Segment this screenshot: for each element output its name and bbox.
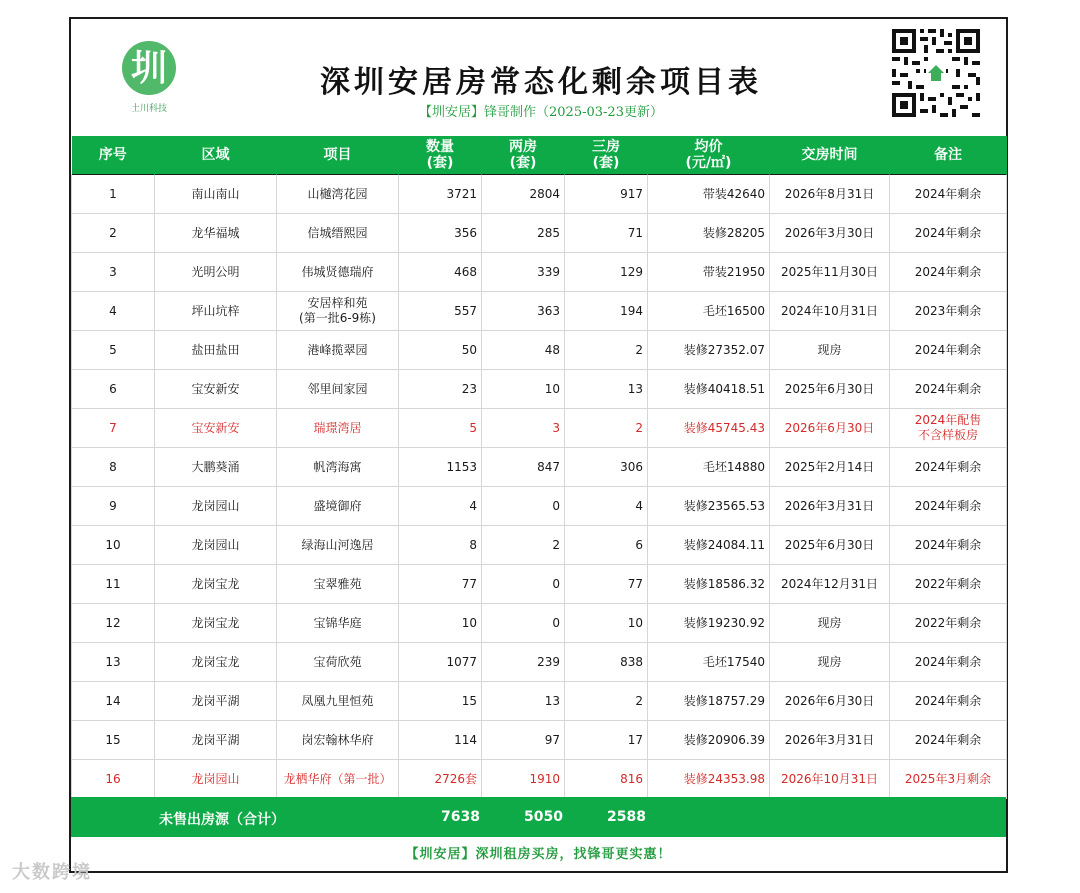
cell-delivery: 2026年8月31日 [770,175,890,214]
table-row [72,565,1007,604]
table-row [72,448,1007,487]
table-row [72,760,1007,799]
table-row [72,721,1007,760]
logo-mark: 圳 [122,41,176,95]
cell-three-room: 129 [565,253,648,292]
cell-qty: 114 [399,721,482,760]
cell-qty: 3721 [399,175,482,214]
cell-delivery: 2025年2月14日 [770,448,890,487]
cell-note: 2024年剩余 [890,682,1007,721]
cell-two-room: 239 [482,643,565,682]
logo-text: 土川科技 [130,104,167,114]
cell-delivery: 2025年11月30日 [770,253,890,292]
cell-project: 安居梓和苑 (第一批6-9栋) [277,292,399,331]
cell-price: 毛坯16500 [648,292,770,331]
cell-qty: 50 [399,331,482,370]
column-header-project: 项目 [277,136,399,175]
cell-delivery: 2026年10月31日 [770,760,890,799]
cell-area: 龙岗园山 [155,526,277,565]
cell-area: 龙岗平湖 [155,721,277,760]
cell-no: 1 [72,175,155,214]
cell-project: 瑞璟湾居 [277,409,399,448]
cell-price: 装修18757.29 [648,682,770,721]
cell-price: 装修45745.43 [648,409,770,448]
cell-project: 凤凰九里恒苑 [277,682,399,721]
cell-two-room: 2804 [482,175,565,214]
cell-project: 港峰揽翠园 [277,331,399,370]
cell-three-room: 2 [565,331,648,370]
cell-note: 2022年剩余 [890,604,1007,643]
cell-no: 10 [72,526,155,565]
cell-delivery: 2026年3月31日 [770,721,890,760]
cell-delivery: 2025年6月30日 [770,370,890,409]
table-row [72,175,1007,214]
cell-project: 山樾湾花园 [277,175,399,214]
column-header-note: 备注 [890,136,1007,175]
cell-no: 5 [72,331,155,370]
cell-three-room: 6 [565,526,648,565]
cell-price: 毛坯14880 [648,448,770,487]
cell-area: 龙岗平湖 [155,682,277,721]
cell-project: 宝翠雅苑 [277,565,399,604]
cell-three-room: 816 [565,760,648,799]
cell-price: 装修40418.51 [648,370,770,409]
cell-three-room: 4 [565,487,648,526]
cell-qty: 10 [399,604,482,643]
cell-no: 16 [72,760,155,799]
table-row [72,682,1007,721]
cell-note: 2022年剩余 [890,565,1007,604]
cell-no: 11 [72,565,155,604]
cell-note: 2024年配售 不含样板房 [890,409,1007,448]
cell-qty: 356 [399,214,482,253]
cell-two-room: 363 [482,292,565,331]
cell-note: 2024年剩余 [890,175,1007,214]
cell-area: 宝安新安 [155,370,277,409]
project-table [71,136,1007,799]
cell-area: 宝安新安 [155,409,277,448]
cell-qty: 1077 [399,643,482,682]
cell-project: 帆湾海寓 [277,448,399,487]
cell-two-room: 10 [482,370,565,409]
cell-no: 14 [72,682,155,721]
qr-code-icon [890,27,982,119]
cell-three-room: 77 [565,565,648,604]
cell-qty: 23 [399,370,482,409]
page-subtitle: 【圳安居】锋哥制作（2025-03-23更新） [419,105,663,120]
cell-two-room: 2 [482,526,565,565]
cell-qty: 468 [399,253,482,292]
cell-three-room: 2 [565,409,648,448]
cell-two-room: 0 [482,565,565,604]
cell-qty: 5 [399,409,482,448]
total-label: 未售出房源（合计） [159,812,285,828]
cell-price: 装修24084.11 [648,526,770,565]
cell-delivery: 现房 [770,604,890,643]
column-header-price: 均价 (元/㎡) [648,136,770,175]
cell-area: 龙岗宝龙 [155,604,277,643]
cell-no: 7 [72,409,155,448]
cell-no: 13 [72,643,155,682]
cell-no: 4 [72,292,155,331]
cell-two-room: 3 [482,409,565,448]
cell-note: 2024年剩余 [890,643,1007,682]
cell-area: 龙岗园山 [155,760,277,799]
cell-two-room: 1910 [482,760,565,799]
cell-project: 邻里间家园 [277,370,399,409]
table-sheet [69,17,1008,873]
column-header-area: 区域 [155,136,277,175]
cell-three-room: 10 [565,604,648,643]
cell-delivery: 2026年6月30日 [770,409,890,448]
total-three-room: 2588 [607,809,646,825]
cell-two-room: 339 [482,253,565,292]
cell-delivery: 2024年10月31日 [770,292,890,331]
table-row [72,643,1007,682]
cell-two-room: 0 [482,487,565,526]
cell-area: 南山南山 [155,175,277,214]
cell-three-room: 13 [565,370,648,409]
cell-project: 绿海山河逸居 [277,526,399,565]
cell-qty: 8 [399,526,482,565]
cell-area: 光明公明 [155,253,277,292]
table-row [72,331,1007,370]
cell-delivery: 2026年3月31日 [770,487,890,526]
watermark: 大数跨境 [12,862,92,883]
cell-delivery: 2026年3月30日 [770,214,890,253]
table-row [72,292,1007,331]
cell-note: 2024年剩余 [890,331,1007,370]
cell-two-room: 847 [482,448,565,487]
cell-price: 装修23565.53 [648,487,770,526]
cell-note: 2025年3月剩余 [890,760,1007,799]
total-two-room: 5050 [524,809,563,825]
cell-qty: 557 [399,292,482,331]
cell-no: 3 [72,253,155,292]
cell-note: 2023年剩余 [890,292,1007,331]
cell-project: 宝锦华庭 [277,604,399,643]
cell-note: 2024年剩余 [890,721,1007,760]
cell-area: 龙岗园山 [155,487,277,526]
table-row [72,526,1007,565]
table-row [72,253,1007,292]
cell-area: 大鹏葵涌 [155,448,277,487]
cell-no: 12 [72,604,155,643]
cell-project: 宝荷欣苑 [277,643,399,682]
cell-project: 伟城贤德瑞府 [277,253,399,292]
cell-qty: 1153 [399,448,482,487]
cell-project: 盛境御府 [277,487,399,526]
cell-note: 2024年剩余 [890,370,1007,409]
sheet-header [71,19,1006,136]
page-title: 深圳安居房常态化剩余项目表 [320,65,762,100]
cell-two-room: 285 [482,214,565,253]
column-header-two-room: 两房 (套) [482,136,565,175]
cell-no: 6 [72,370,155,409]
cell-price: 毛坯17540 [648,643,770,682]
cell-three-room: 17 [565,721,648,760]
cell-price: 带装42640 [648,175,770,214]
table-body [72,175,1007,799]
cell-project: 龙栖华府（第一批） [277,760,399,799]
table-row [72,487,1007,526]
cell-two-room: 97 [482,721,565,760]
cell-note: 2024年剩余 [890,253,1007,292]
cell-price: 装修18586.32 [648,565,770,604]
total-row [71,797,1006,837]
total-qty: 7638 [441,809,480,825]
cell-qty: 4 [399,487,482,526]
cell-note: 2024年剩余 [890,448,1007,487]
column-header-qty: 数量 (套) [399,136,482,175]
cell-qty: 2726套 [399,760,482,799]
cell-three-room: 71 [565,214,648,253]
cell-area: 龙岗宝龙 [155,643,277,682]
cell-no: 8 [72,448,155,487]
cell-delivery: 2025年6月30日 [770,526,890,565]
cell-qty: 15 [399,682,482,721]
cell-area: 坪山坑梓 [155,292,277,331]
cell-three-room: 917 [565,175,648,214]
cell-no: 2 [72,214,155,253]
table-row [72,604,1007,643]
cell-price: 装修19230.92 [648,604,770,643]
column-header-delivery: 交房时间 [770,136,890,175]
cell-qty: 77 [399,565,482,604]
cell-no: 15 [72,721,155,760]
cell-note: 2024年剩余 [890,526,1007,565]
cell-price: 装修28205 [648,214,770,253]
cell-price: 装修27352.07 [648,331,770,370]
table-row [72,409,1007,448]
cell-two-room: 48 [482,331,565,370]
cell-two-room: 0 [482,604,565,643]
cell-delivery: 现房 [770,331,890,370]
cell-no: 9 [72,487,155,526]
table-header [72,136,1007,175]
cell-three-room: 838 [565,643,648,682]
cell-note: 2024年剩余 [890,214,1007,253]
cell-two-room: 13 [482,682,565,721]
cell-price: 带装21950 [648,253,770,292]
column-header-no: 序号 [72,136,155,175]
brand-logo [119,41,179,121]
cell-project: 信城缙熙园 [277,214,399,253]
cell-area: 盐田盐田 [155,331,277,370]
column-header-three-room: 三房 (套) [565,136,648,175]
table-row [72,370,1007,409]
footer-slogan: 【圳安居】深圳租房买房，找锋哥更实惠！ [405,847,672,862]
cell-note: 2024年剩余 [890,487,1007,526]
cell-area: 龙岗宝龙 [155,565,277,604]
cell-delivery: 现房 [770,643,890,682]
cell-price: 装修24353.98 [648,760,770,799]
cell-price: 装修20906.39 [648,721,770,760]
cell-project: 岗宏翰林华府 [277,721,399,760]
cell-area: 龙华福城 [155,214,277,253]
cell-delivery: 2026年6月30日 [770,682,890,721]
cell-delivery: 2024年12月31日 [770,565,890,604]
cell-three-room: 2 [565,682,648,721]
cell-three-room: 194 [565,292,648,331]
table-row [72,214,1007,253]
cell-three-room: 306 [565,448,648,487]
